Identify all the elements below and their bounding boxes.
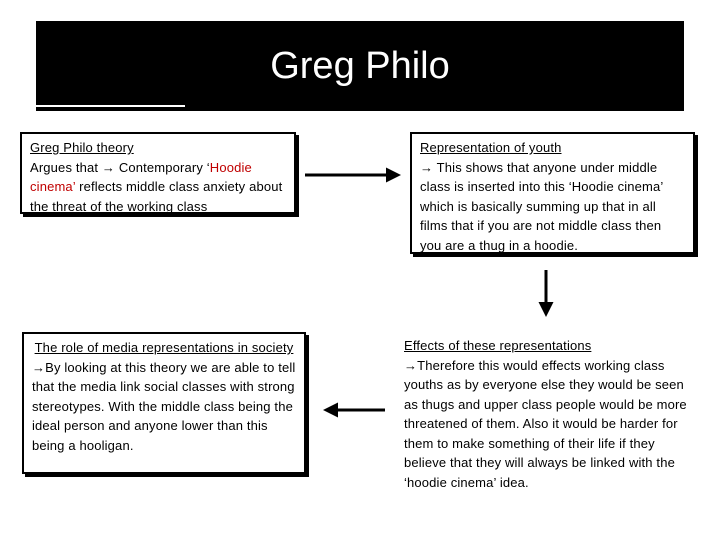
arrow-glyph-icon: → — [32, 359, 46, 375]
effects-box — [396, 332, 696, 509]
youth-heading: Representation of youth — [420, 140, 562, 155]
theory-text-contemporary: Contemporary ‘ — [118, 159, 210, 175]
youth-box — [410, 132, 695, 254]
title-banner — [36, 21, 684, 111]
media-body: By looking at this theory we are able to tell that the media link social classes with strong stereotypes. With the middle class being the ideal person and anyone lower than this being a hooligan. — [32, 359, 296, 453]
media-box — [22, 332, 306, 474]
title-underline — [36, 105, 185, 107]
page-title: Greg Philo — [270, 45, 450, 87]
theory-text-start: Argues that — [30, 159, 99, 175]
youth-body: This shows that anyone under middle class is inserted into this ‘Hoodie cinema’ which is basically summing up that in all films that if you are not middle class then you are a thug in a hoodie. — [420, 159, 663, 253]
effects-body: Therefore this would effects working class youths as by everyone else they would be seen as thugs and upper class people would be more threatened of them. Also it would be harder for them to make something of their life if they believe that they will always be linked with the ‘hoodie cinema’ idea. — [404, 357, 687, 490]
theory-text-hoodie: Hoodie — [209, 159, 252, 175]
arrow-glyph-icon: → — [420, 159, 434, 175]
media-heading: The role of media representations in society — [34, 340, 294, 355]
theory-text-rest: reflects middle class anxiety about the threat of the working class — [30, 179, 283, 214]
arrow-glyph-icon: → — [101, 159, 116, 175]
theory-box — [20, 132, 296, 214]
arrow-glyph-icon: → — [404, 357, 418, 373]
theory-heading: Greg Philo theory — [30, 140, 134, 155]
effects-heading: Effects of these representations — [404, 338, 592, 353]
theory-text-cinema: cinema’ — [30, 179, 76, 194]
